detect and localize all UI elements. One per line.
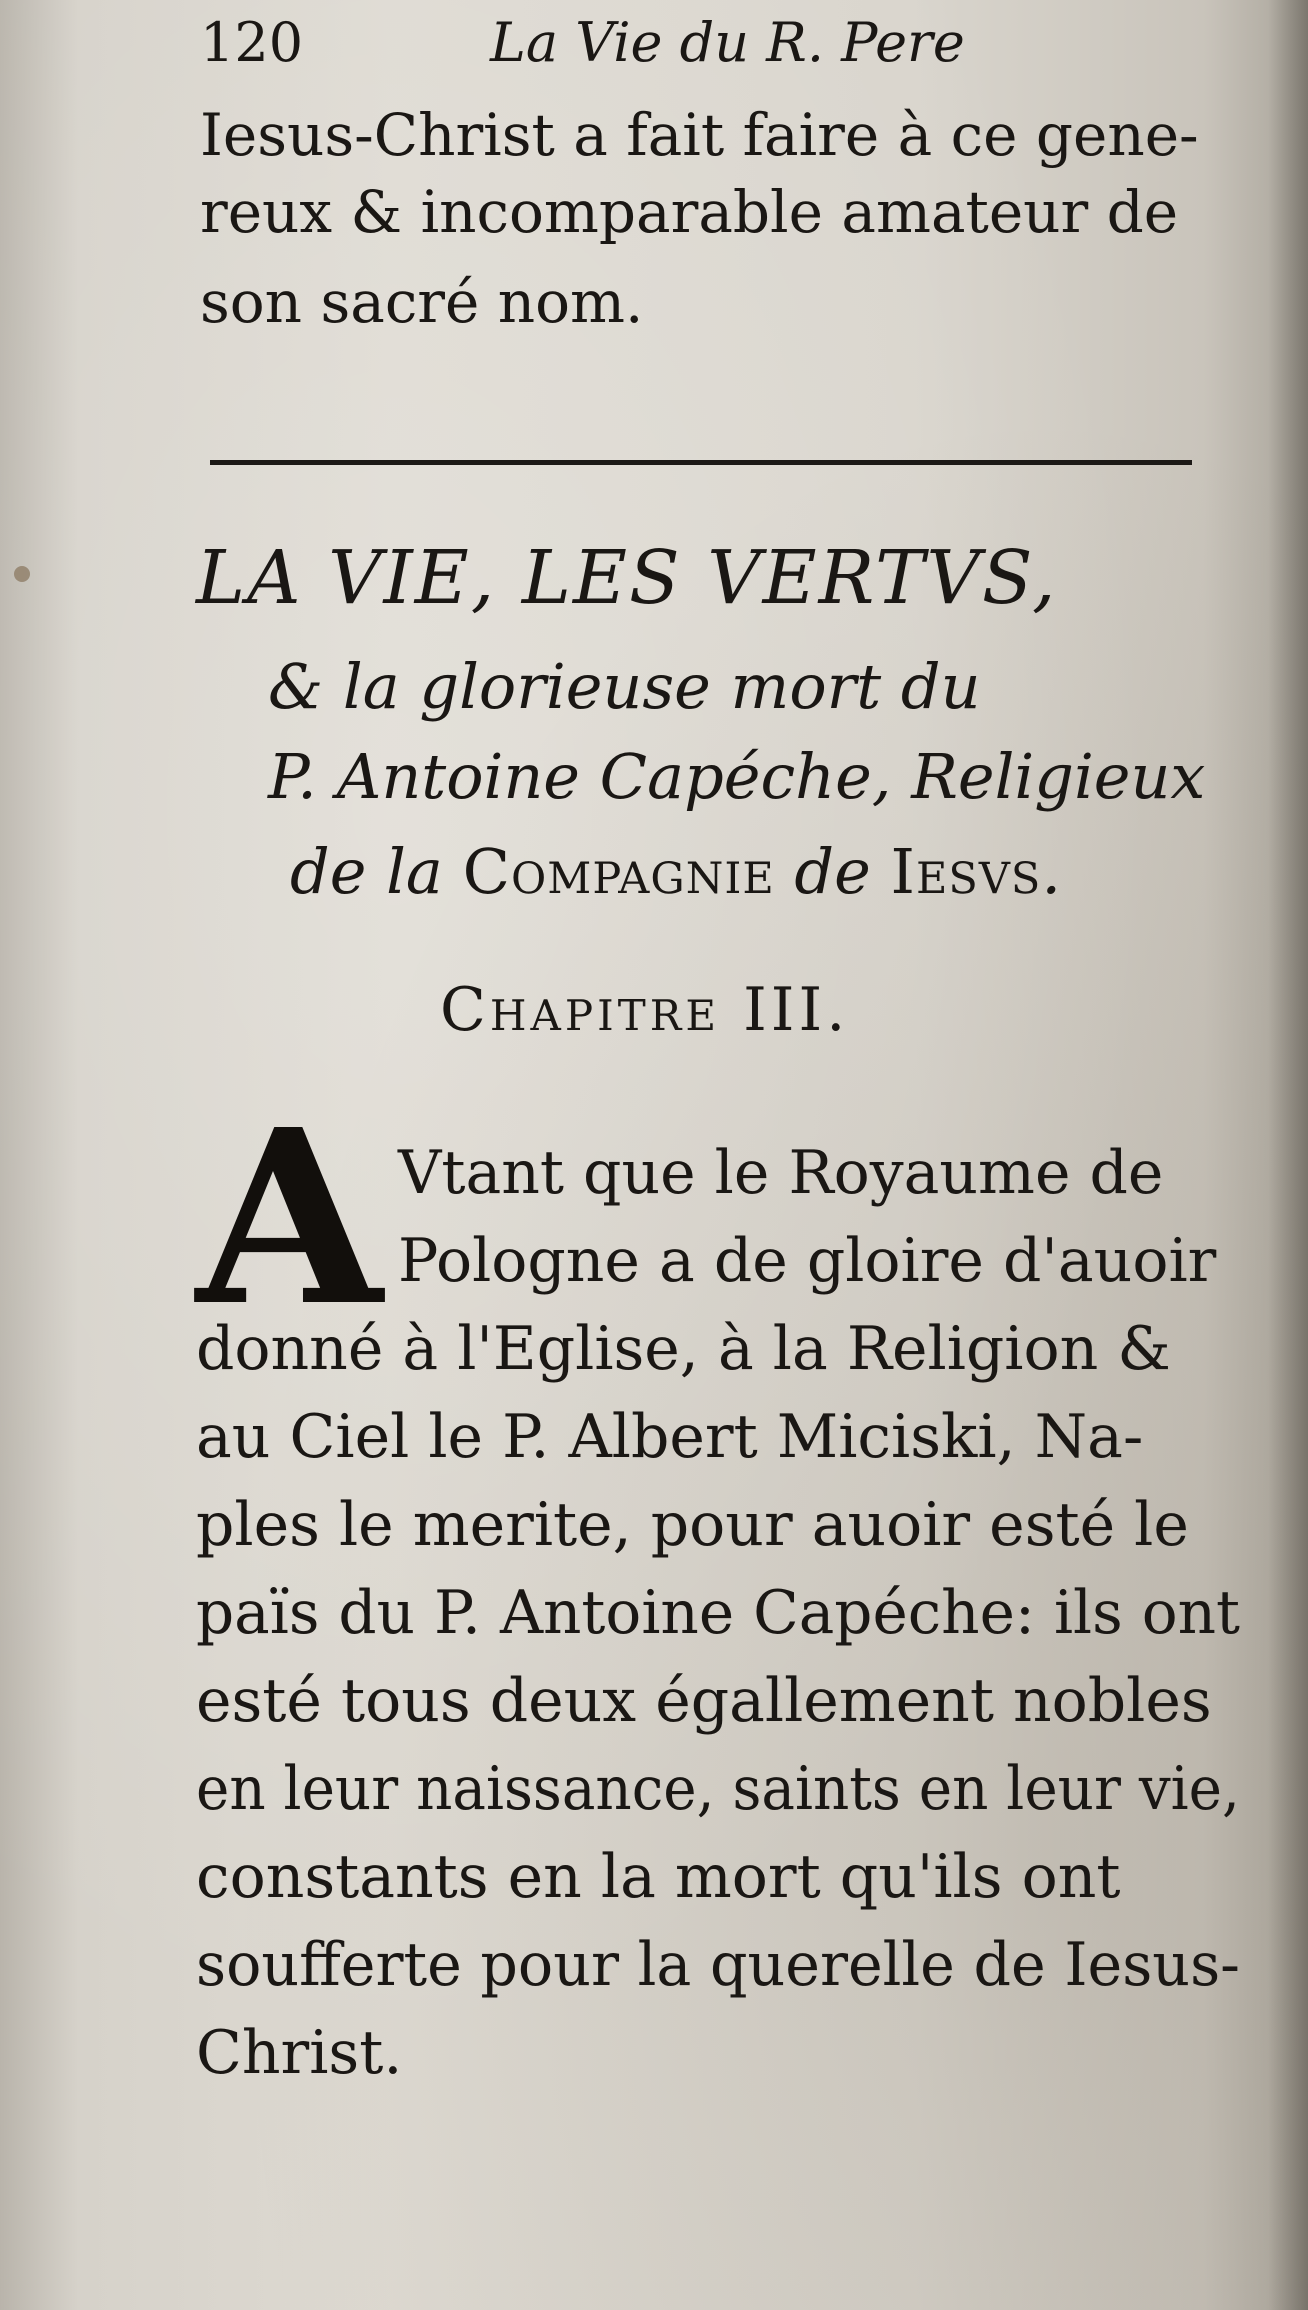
page-number: 120 bbox=[200, 11, 304, 74]
body-text-line: au Ciel le P. Albert Miciski, Na- bbox=[196, 1402, 1144, 1472]
title-text: de bbox=[774, 835, 891, 908]
section-divider-rule bbox=[210, 460, 1192, 465]
continuation-line: reux & incomparable amateur de bbox=[200, 178, 1179, 246]
body-text-line: donné à l'Eglise, à la Religion & bbox=[196, 1314, 1171, 1384]
title-text: de la bbox=[290, 835, 463, 908]
chapter-heading: Chapitre III. bbox=[440, 975, 850, 1045]
continuation-line: son sacré nom. bbox=[200, 268, 644, 336]
body-text-line: esté tous deux égallement nobles bbox=[196, 1666, 1212, 1736]
body-text-line: constants en la mort qu'ils ont bbox=[196, 1842, 1121, 1912]
running-head: La Vie du R. Pere bbox=[490, 11, 965, 74]
paper-stain bbox=[14, 566, 30, 582]
section-title-line: P. Antoine Capéche, Religieux bbox=[268, 740, 1206, 813]
body-text-line: païs du P. Antoine Capéche: ils ont bbox=[196, 1578, 1241, 1648]
section-title-line: LA VIE, LES VERTVS, bbox=[196, 535, 1058, 621]
body-text-line: soufferte pour la querelle de Iesus- bbox=[196, 1930, 1240, 2000]
body-text-line: Vtant que le Royaume de bbox=[398, 1138, 1164, 1208]
section-title-line: & la glorieuse mort du bbox=[268, 650, 981, 723]
body-text-line: Christ. bbox=[196, 2018, 403, 2088]
body-text-line: ples le merite, pour auoir esté le bbox=[196, 1490, 1189, 1560]
page-edge-shadow bbox=[1268, 0, 1308, 2310]
drop-capital: A bbox=[196, 1077, 383, 1359]
body-text-line: Pologne a de gloire d'auoir bbox=[398, 1226, 1217, 1296]
body-text-line: en leur naissance, saints en leur vie, bbox=[196, 1754, 1240, 1824]
page-header bbox=[200, 8, 1230, 78]
continuation-line: Iesus-Christ a fait faire à ce gene- bbox=[200, 101, 1199, 169]
section-title-line bbox=[290, 835, 1061, 908]
title-iesus: Iesvs bbox=[890, 835, 1042, 908]
title-company: Compagnie bbox=[462, 835, 775, 908]
title-text: . bbox=[1041, 835, 1062, 908]
